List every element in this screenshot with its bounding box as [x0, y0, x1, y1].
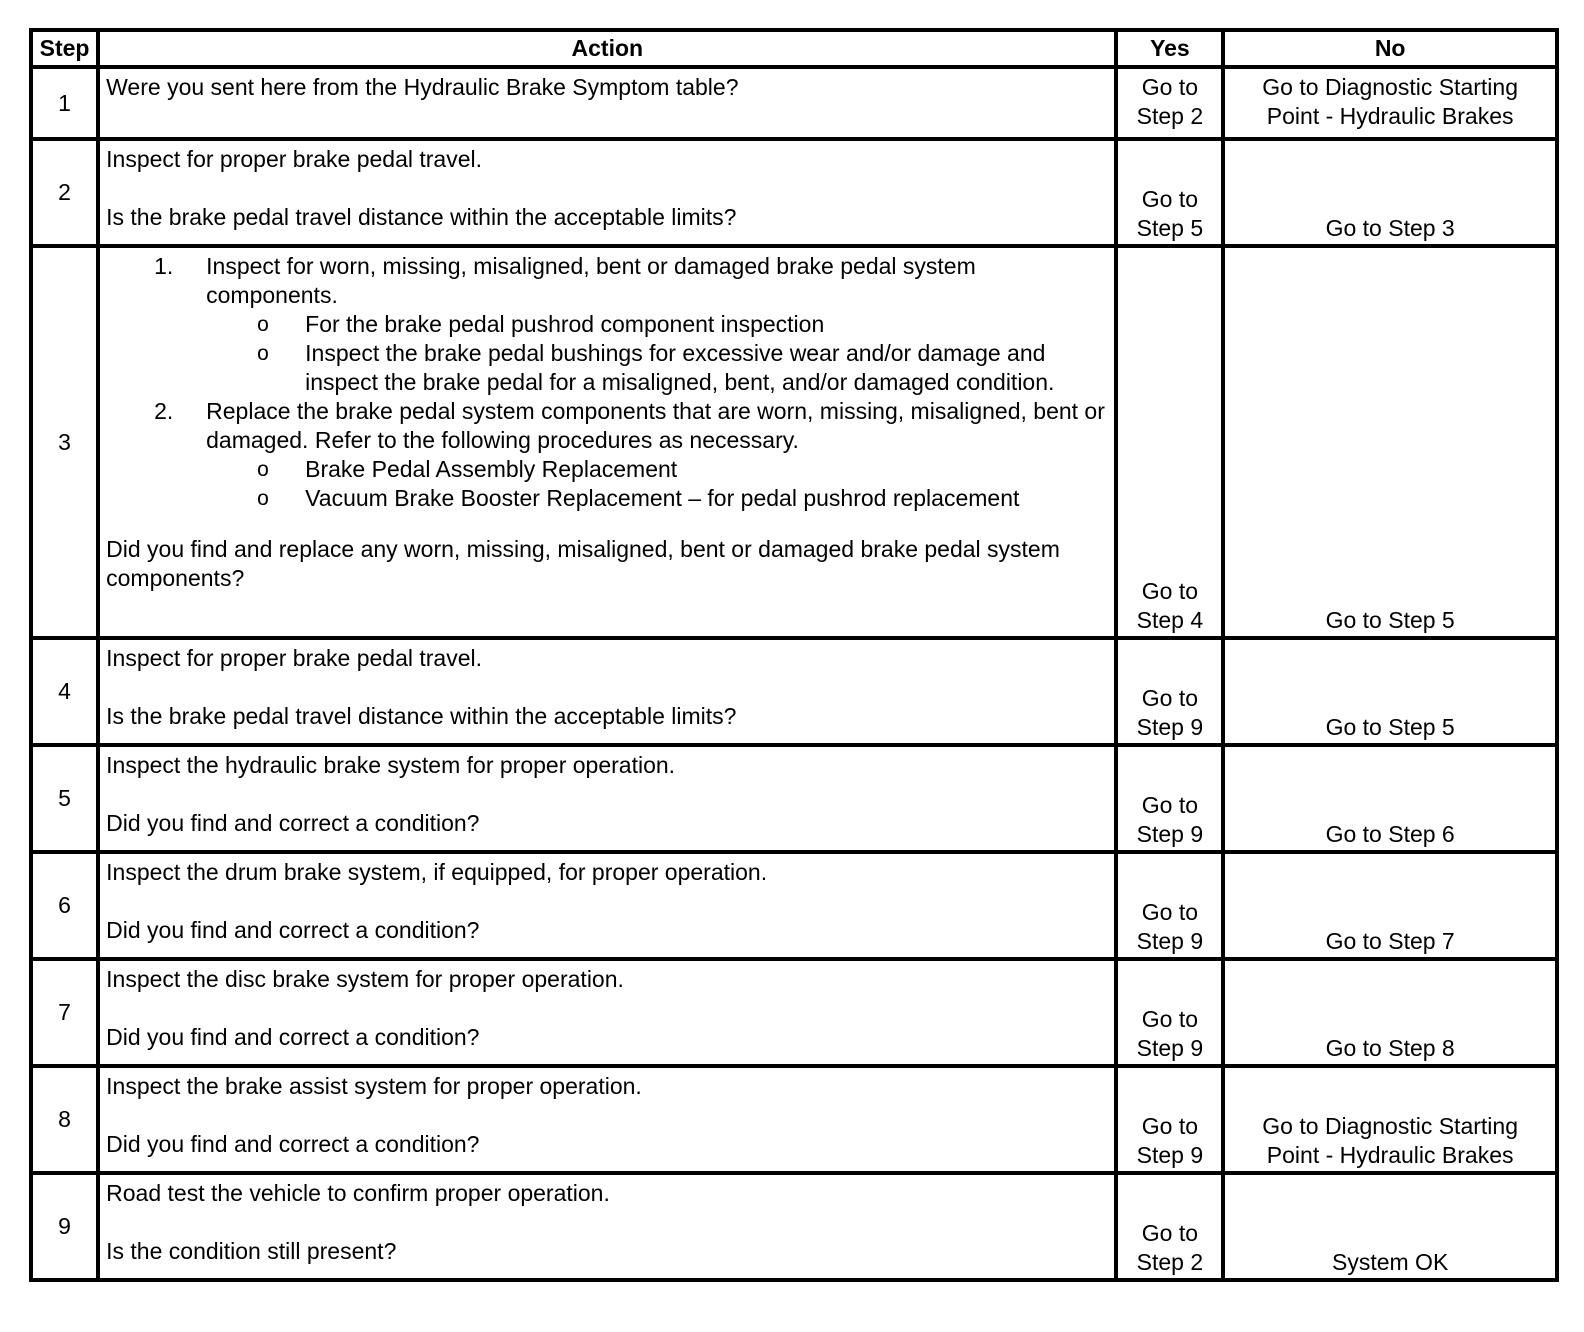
no-cell — [1223, 246, 1557, 638]
yes-line: Step 2 — [1136, 1249, 1204, 1275]
yes-cell — [1116, 1173, 1223, 1280]
yes-cell — [1116, 1066, 1223, 1173]
yes-line: Step 9 — [1136, 1035, 1204, 1061]
yes-line: Go to — [1141, 74, 1199, 100]
question-text: Is the brake pedal travel distance within the acceptable limits? — [106, 204, 737, 230]
no-line: System OK — [1331, 1249, 1449, 1275]
sub-bullet-text: Brake Pedal Assembly Replacement — [305, 456, 678, 482]
sub-bullet-item — [206, 455, 1110, 484]
yes-cell — [1116, 745, 1223, 852]
step-header: Step — [31, 30, 98, 67]
action-cell — [98, 67, 1116, 139]
sub-bullet-text: Inspect the brake pedal bushings for excessive wear and/or damage and inspect the brake pedal for a misaligned, bent, and/or damaged condition. — [305, 340, 1055, 395]
no-line: Go to Step 5 — [1325, 714, 1455, 740]
yes-line: Step 9 — [1136, 821, 1204, 847]
action-text: Road test the vehicle to confirm proper operation. — [106, 1180, 610, 1206]
action-cell — [98, 638, 1116, 745]
no-line: Point - Hydraulic Brakes — [1266, 1142, 1514, 1168]
no-line: Go to Diagnostic Starting — [1262, 74, 1518, 100]
procedure-item — [106, 397, 1110, 513]
procedure-number: 1. — [154, 253, 174, 279]
yes-line: Step 9 — [1136, 928, 1204, 954]
yes-line: Go to — [1141, 899, 1199, 925]
action-text: Inspect the brake assist system for proper operation. — [106, 1073, 642, 1099]
action-cell — [98, 1173, 1116, 1280]
step-number: 7 — [31, 959, 98, 1066]
action-text: Inspect for proper brake pedal travel. — [106, 645, 483, 671]
table-row — [31, 67, 1557, 139]
procedure-text: Inspect for worn, missing, misaligned, bent or damaged brake pedal system components. — [206, 253, 976, 308]
step-number: 5 — [31, 745, 98, 852]
action-text: Inspect the drum brake system, if equipped, for proper operation. — [106, 859, 768, 885]
sub-bullet-item — [206, 310, 1110, 339]
table-row — [31, 852, 1557, 959]
no-cell — [1223, 638, 1557, 745]
yes-cell — [1116, 246, 1223, 638]
sub-bullet-text: Vacuum Brake Booster Replacement – for pedal pushrod replacement — [305, 485, 1020, 511]
circle-bullet-icon: o — [257, 458, 269, 481]
question-text: Did you find and replace any worn, missing, misaligned, bent or damaged brake pedal system components? — [106, 536, 1060, 591]
yes-cell — [1116, 67, 1223, 139]
yes-line: Step 5 — [1136, 215, 1204, 241]
yes-line: Go to — [1141, 186, 1199, 212]
step-number: 6 — [31, 852, 98, 959]
yes-line: Go to — [1141, 578, 1199, 604]
sub-bullet-list — [206, 310, 1110, 397]
circle-bullet-icon: o — [257, 487, 269, 510]
action-text: Were you sent here from the Hydraulic Brake Symptom table? — [106, 74, 739, 100]
step-number: 4 — [31, 638, 98, 745]
action-cell — [98, 745, 1116, 852]
table-row — [31, 638, 1557, 745]
action-text: Inspect the hydraulic brake system for proper operation. — [106, 752, 676, 778]
table-row — [31, 1173, 1557, 1280]
header-row — [31, 30, 1557, 67]
no-line: Go to Step 5 — [1325, 607, 1455, 633]
no-cell — [1223, 67, 1557, 139]
no-cell — [1223, 852, 1557, 959]
action-cell — [98, 246, 1116, 638]
table-row — [31, 139, 1557, 246]
yes-line: Go to — [1141, 1006, 1199, 1032]
yes-cell — [1116, 959, 1223, 1066]
procedure-text: Replace the brake pedal system components that are worn, missing, misaligned, bent or damaged. Refer to the following procedures as necessary. — [206, 398, 1105, 453]
action-cell — [98, 1066, 1116, 1173]
question-text: Did you find and correct a condition? — [106, 1024, 480, 1050]
table-row — [31, 246, 1557, 638]
question-text: Did you find and correct a condition? — [106, 917, 480, 943]
no-cell — [1223, 139, 1557, 246]
sub-bullet-list — [206, 455, 1110, 513]
action-cell — [98, 139, 1116, 246]
yes-header: Yes — [1116, 30, 1223, 67]
procedure-item — [106, 252, 1110, 397]
step-number: 2 — [31, 139, 98, 246]
yes-line: Step 9 — [1136, 714, 1204, 740]
sub-bullet-item — [206, 484, 1110, 513]
yes-line: Go to — [1141, 1220, 1199, 1246]
yes-line: Go to — [1141, 685, 1199, 711]
yes-line: Step 4 — [1136, 607, 1204, 633]
no-line: Point - Hydraulic Brakes — [1266, 103, 1514, 129]
step-number: 8 — [31, 1066, 98, 1173]
no-cell — [1223, 959, 1557, 1066]
action-text: Inspect the disc brake system for proper operation. — [106, 966, 624, 992]
table-row — [31, 959, 1557, 1066]
sub-bullet-item — [206, 339, 1110, 397]
question-text: Did you find and correct a condition? — [106, 810, 480, 836]
circle-bullet-icon: o — [257, 342, 269, 365]
table-row — [31, 745, 1557, 852]
circle-bullet-icon: o — [257, 313, 269, 336]
step-number: 9 — [31, 1173, 98, 1280]
diagnostic-table — [29, 28, 1559, 1282]
yes-line: Go to — [1141, 792, 1199, 818]
no-line: Go to Diagnostic Starting — [1262, 1113, 1518, 1139]
yes-cell — [1116, 139, 1223, 246]
yes-line: Step 2 — [1136, 103, 1204, 129]
no-line: Go to Step 7 — [1325, 928, 1455, 954]
sub-bullet-text: For the brake pedal pushrod component inspection — [305, 311, 825, 337]
yes-cell — [1116, 638, 1223, 745]
no-header: No — [1223, 30, 1557, 67]
yes-line: Go to — [1141, 1113, 1199, 1139]
no-cell — [1223, 745, 1557, 852]
no-line: Go to Step 8 — [1325, 1035, 1455, 1061]
action-text: Inspect for proper brake pedal travel. — [106, 146, 483, 172]
yes-cell — [1116, 852, 1223, 959]
no-cell — [1223, 1173, 1557, 1280]
no-line: Go to Step 3 — [1325, 215, 1455, 241]
no-cell — [1223, 1066, 1557, 1173]
question-text: Is the brake pedal travel distance within the acceptable limits? — [106, 703, 737, 729]
table-row — [31, 1066, 1557, 1173]
question-text: Is the condition still present? — [106, 1238, 397, 1264]
procedure-number: 2. — [154, 398, 174, 424]
action-header: Action — [98, 30, 1116, 67]
procedure-list — [106, 252, 1110, 513]
action-cell — [98, 959, 1116, 1066]
question-text: Did you find and correct a condition? — [106, 1131, 480, 1157]
yes-line: Step 9 — [1136, 1142, 1204, 1168]
step-number: 1 — [31, 67, 98, 139]
action-cell — [98, 852, 1116, 959]
no-line: Go to Step 6 — [1325, 821, 1455, 847]
step-number: 3 — [31, 246, 98, 638]
